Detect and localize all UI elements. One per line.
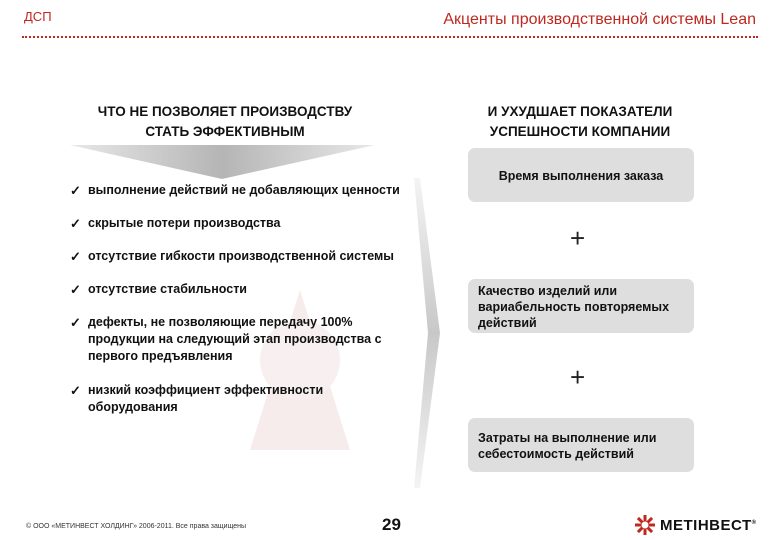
list-item-text: дефекты, не позволяющие передачу 100% продукции на следующий этап производства с первого предъявления (88, 315, 382, 363)
left-heading-line2: СТАТЬ ЭФФЕКТИВНЫМ (145, 124, 305, 139)
list-item-text: отсутствие гибкости производственной системы (88, 249, 394, 263)
right-heading (460, 102, 700, 142)
registered-mark: ® (751, 519, 757, 526)
list-item (70, 215, 410, 232)
right-heading-line1: И УХУДШАЕТ ПОКАЗАТЕЛИ (487, 104, 673, 119)
metinvest-logo-icon (635, 515, 655, 535)
list-item-text: выполнение действий не добавляющих ценности (88, 183, 400, 197)
list-item-text: низкий коэффициент эффективности оборудования (88, 383, 324, 414)
kpi-box-lead-time: Время выполнения заказа (468, 148, 694, 202)
slide-title: Акценты производственной системы Lean (443, 11, 756, 28)
list-item-text: скрытые потери производства (88, 216, 281, 230)
list-item (70, 248, 410, 265)
logo-text: МЕТІНВЕСТ® (660, 516, 757, 534)
check-icon: ✓ (70, 249, 81, 264)
check-icon: ✓ (70, 183, 81, 198)
plus-icon: + (570, 223, 586, 253)
kpi-box-quality: Качество изделий или вариабельность повторяемых действий (468, 279, 694, 333)
list-item-text: отсутствие стабильности (88, 282, 247, 296)
plus-icon: + (570, 362, 586, 392)
list-item (70, 281, 410, 298)
page-number: 29 (382, 515, 401, 534)
chevron-divider-icon (414, 178, 442, 488)
header-divider (22, 36, 758, 38)
list-item (70, 382, 368, 416)
copyright-text: © ООО «МЕТИНВЕСТ ХОЛДИНГ» 2006-2011. Все права защищены (26, 523, 247, 530)
heading-wedge-arrow (70, 145, 375, 181)
list-item (70, 182, 410, 199)
classification-tag: ДСП (24, 9, 52, 24)
list-item (70, 314, 393, 365)
check-icon: ✓ (70, 383, 81, 398)
left-heading-line1: ЧТО НЕ ПОЗВОЛЯЕТ ПРОИЗВОДСТВУ (97, 104, 353, 119)
left-heading (60, 102, 390, 142)
right-heading-line2: УСПЕШНОСТИ КОМПАНИИ (489, 124, 671, 139)
problem-list (70, 182, 410, 416)
company-logo (635, 515, 757, 535)
check-icon: ✓ (70, 282, 81, 297)
kpi-box-costs: Затраты на выполнение или себестоимость действий (468, 418, 694, 472)
check-icon: ✓ (70, 216, 81, 231)
check-icon: ✓ (70, 315, 81, 330)
